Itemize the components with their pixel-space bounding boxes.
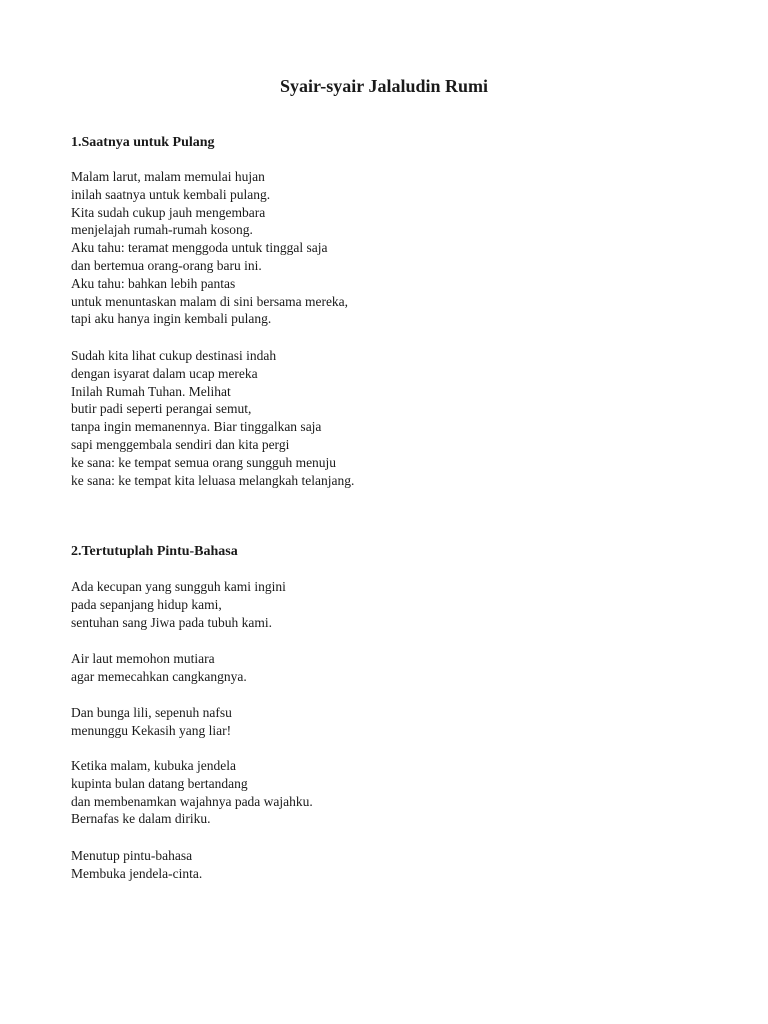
poem-line: Bernafas ke dalam diriku. [71, 811, 211, 827]
poem-2-stanza-3 [71, 704, 232, 740]
poem-line: Menutup pintu-bahasa [71, 848, 193, 863]
poem-line: Membuka jendela-cinta. [71, 865, 203, 881]
poem-1-heading: 1.Saatnya untuk Pulang [71, 135, 215, 150]
poem-1-stanza-2 [71, 347, 354, 489]
poem-line: sentuhan sang Jiwa pada tubuh kami. [71, 614, 272, 630]
poem-2-stanza-1 [71, 578, 286, 631]
poem-line: Sudah kita lihat cukup destinasi indah [71, 348, 277, 363]
poem-line: ke sana: ke tempat semua orang sungguh menuju [71, 454, 337, 470]
poem-line: sapi menggembala sendiri dan kita pergi [71, 436, 290, 452]
poem-line: dan bertemua orang-orang baru ini. [71, 257, 262, 273]
poem-line: ke sana: ke tempat kita leluasa melangkah telanjang. [71, 472, 355, 488]
poem-line: Aku tahu: teramat menggoda untuk tinggal saja [71, 240, 328, 256]
poem-2-stanza-4 [71, 757, 313, 828]
poem-line: inilah saatnya untuk kembali pulang. [71, 186, 271, 202]
poem-2-stanza-2 [71, 650, 247, 686]
poem-line: tapi aku hanya ingin kembali pulang. [71, 311, 272, 327]
document-title: Syair-syair Jalaludin Rumi [279, 76, 489, 96]
poem-line: Dan bunga lili, sepenuh nafsu [71, 705, 232, 720]
poem-line: untuk menuntaskan malam di sini bersama mereka, [71, 293, 349, 309]
poem-line: Air laut memohon mutiara [71, 651, 215, 666]
poem-line: Inilah Rumah Tuhan. Melihat [71, 383, 231, 399]
poem-line: dan membenamkan wajahnya pada wajahku. [71, 793, 313, 809]
poem-line: agar memecahkan cangkangnya. [71, 668, 247, 684]
poem-line: Ketika malam, kubuka jendela [71, 758, 236, 773]
poem-2-heading: 2.Tertutuplah Pintu-Bahasa [71, 544, 238, 559]
poem-line: butir padi seperti perangai semut, [71, 401, 252, 417]
poem-line: menjelajah rumah-rumah kosong. [71, 222, 253, 238]
poem-line: Malam larut, malam memulai hujan [71, 169, 265, 184]
poem-line: tanpa ingin memanennya. Biar tinggalkan saja [71, 419, 322, 435]
poem-line: Ada kecupan yang sungguh kami ingini [71, 579, 286, 594]
poem-line: pada sepanjang hidup kami, [71, 596, 222, 612]
poem-2-stanza-5 [71, 847, 202, 883]
poem-line: kupinta bulan datang bertandang [71, 775, 248, 791]
poem-line: Aku tahu: bahkan lebih pantas [71, 275, 236, 291]
poem-line: menunggu Kekasih yang liar! [71, 722, 232, 738]
poem-line: Kita sudah cukup jauh mengembara [71, 204, 266, 220]
poem-1-stanza-1 [71, 168, 348, 328]
poem-line: dengan isyarat dalam ucap mereka [71, 365, 258, 381]
